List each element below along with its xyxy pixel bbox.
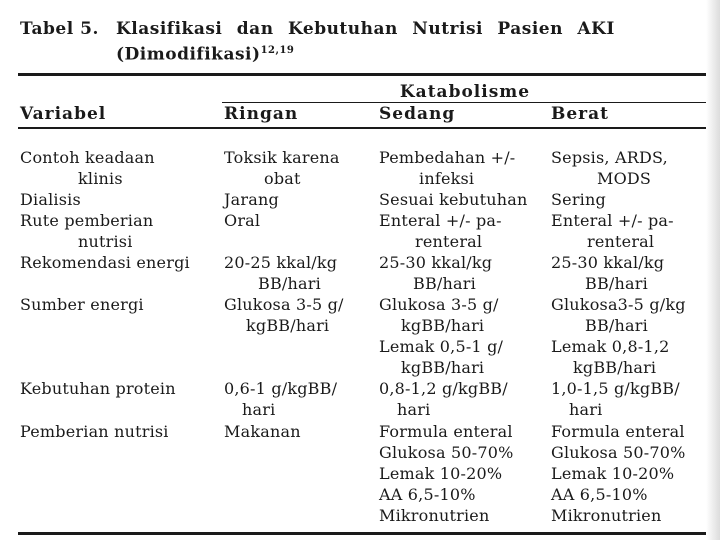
group-header-rule xyxy=(222,102,708,103)
table-cell-berat: Sepsis, ARDS, MODS xyxy=(551,148,668,188)
table-subtitle-line xyxy=(20,40,615,66)
header-rule xyxy=(18,127,708,129)
table-cell-variabel: Contoh keadaan klinis xyxy=(20,148,155,188)
table-cell-sedang: Formula enteral Glukosa 50-70% Lemak 10-20% AA 6,5-10% Mikronutrien xyxy=(379,422,514,525)
table-subtitle: (Dimodifikasi) xyxy=(116,44,261,65)
group-header-katabolisme: Katabolisme xyxy=(399,82,531,102)
table-cell-ringan: Oral xyxy=(224,211,261,230)
table-cell-berat: 1,0-1,5 g/kgBB/ hari xyxy=(551,379,680,419)
table-references: 12,19 xyxy=(260,45,295,56)
table-cell-ringan: Makanan xyxy=(224,422,301,441)
bottom-rule xyxy=(18,532,708,535)
table-cell-berat: Glukosa3-5 g/kg BB/hari Lemak 0,8-1,2 kgBB/hari xyxy=(551,295,686,377)
table-cell-berat: Formula enteral Glukosa 50-70% Lemak 10-20% AA 6,5-10% Mikronutrien xyxy=(551,422,686,525)
table-cell-ringan: 20-25 kkal/kg BB/hari xyxy=(224,253,338,293)
table-cell-variabel: Rute pemberian nutrisi xyxy=(20,211,154,251)
column-header-ringan: Ringan xyxy=(224,104,299,124)
table-cell-sedang: Enteral +/- pa- renteral xyxy=(379,211,502,251)
table-cell-berat: 25-30 kkal/kg BB/hari xyxy=(551,253,665,293)
column-header-variabel: Variabel xyxy=(20,104,107,124)
table-cell-variabel: Kebutuhan protein xyxy=(20,379,176,398)
table-cell-ringan: Glukosa 3-5 g/ kgBB/hari xyxy=(224,295,344,335)
table-caption xyxy=(20,18,615,66)
table-cell-sedang: 0,8-1,2 g/kgBB/ hari xyxy=(379,379,508,419)
table-cell-variabel: Dialisis xyxy=(20,190,81,209)
table-cell-berat: Enteral +/- pa- renteral xyxy=(551,211,674,251)
top-rule xyxy=(18,73,708,76)
table-cell-sedang: 25-30 kkal/kg BB/hari xyxy=(379,253,493,293)
column-header-sedang: Sedang xyxy=(379,104,456,124)
table-cell-berat: Sering xyxy=(551,190,606,209)
page-edge-shadow xyxy=(706,0,720,540)
table-cell-sedang: Glukosa 3-5 g/ kgBB/hari Lemak 0,5-1 g/ kgBB/hari xyxy=(379,295,504,377)
table-cell-variabel: Sumber energi xyxy=(20,295,144,314)
table-cell-variabel: Rekomendasi energi xyxy=(20,253,190,272)
table-cell-sedang: Pembedahan +/- infeksi xyxy=(379,148,516,188)
table-cell-ringan: 0,6-1 g/kgBB/ hari xyxy=(224,379,338,419)
table-label: Tabel 5. xyxy=(20,19,99,39)
table-cell-ringan: Jarang xyxy=(224,190,279,209)
table-cell-ringan: Toksik karena obat xyxy=(224,148,340,188)
table-title: Klasifikasi dan Kebutuhan Nutrisi Pasien AKI xyxy=(116,19,615,39)
table-cell-variabel: Pemberian nutrisi xyxy=(20,422,169,441)
table-cell-sedang: Sesuai kebutuhan xyxy=(379,190,528,209)
column-header-berat: Berat xyxy=(551,104,610,124)
